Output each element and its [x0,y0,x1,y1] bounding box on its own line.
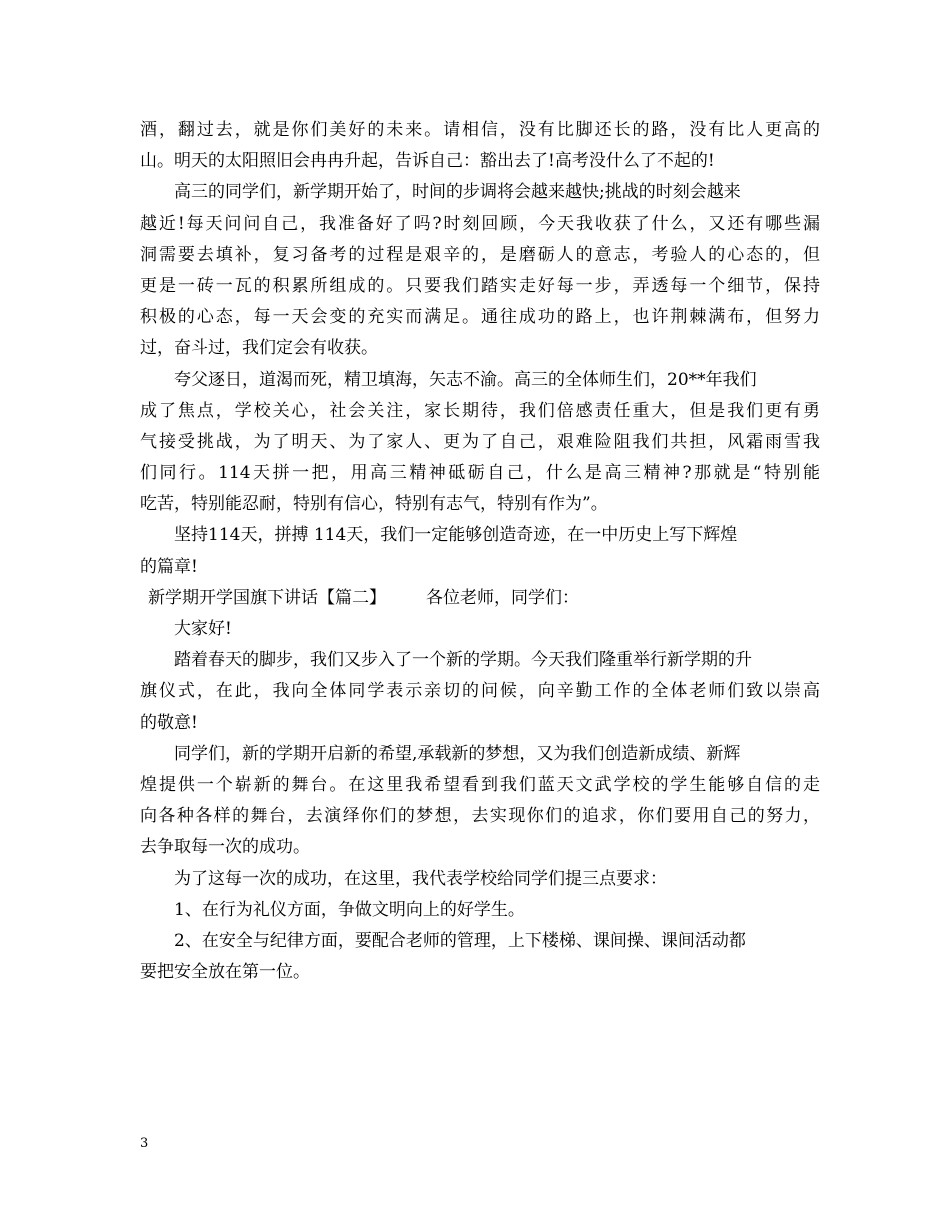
text-line: 洞需要去填补，复习备考的过程是艰辛的，是磨砺人的意志，考验人的心态的，但 [140,244,820,265]
paragraph-start-line: 踏着春天的脚步，我们又步入了一个新的学期。今天我们隆重举行新学期的升 [174,650,752,671]
text-line: 积极的心态，每一天会变的充实而满足。通往成功的路上，也许荆棘满布，但努力 [140,307,820,328]
text-line: 旗仪式，在此，我向全体同学表示亲切的问候，向辛勤工作的全体老师们致以崇高 [140,681,820,702]
document-body [140,115,820,988]
text-line: 去争取每一次的成功。 [140,837,310,858]
text-line: 成了焦点，学校关心，社会关注，家长期待，我们倍感责任重大，但是我们更有勇 [140,400,820,421]
text-line: 更是一砖一瓦的积累所组成的。只要我们踏实走好每一步，弄透每一个细节，保持 [140,275,820,296]
text-line: 要把安全放在第一位。 [140,962,310,983]
paragraph-start-line: 同学们，新的学期开启新的希望,承载新的梦想，又为我们创造新成绩、新辉 [174,743,741,764]
list-item-line: 2、在安全与纪律方面，要配合老师的管理，上下楼梯、课间操、课间活动都 [174,930,746,951]
salutation: 各位老师，同学们： [426,587,579,608]
text-line: 越近!每天问问自己，我准备好了吗?时刻回顾，今天我收获了什么，又还有哪些漏 [140,213,820,234]
text-line: 的篇章! [140,556,198,577]
section-heading: 新学期开学国旗下讲话【篇二】 [148,587,386,608]
text-line: 酒，翻过去，就是你们美好的未来。请相信，没有比脚还长的路，没有比人更高的 [140,120,820,140]
page-number: 3 [140,1136,149,1151]
text-line: 煌提供一个崭新的舞台。在这里我希望看到我们蓝天文武学校的学生能够自信的走 [140,774,820,795]
section-heading-line [140,583,820,614]
paragraph-start-line: 高三的同学们，新学期开始了，时间的步调将会越来越快;挑战的时刻会越来 [174,182,741,203]
text-line: 过，奋斗过，我们定会有收获。 [140,338,378,359]
paragraph-start-line: 夸父逐日，道渴而死，精卫填海，矢志不渝。高三的全体师生们，20**年我们 [174,369,757,390]
text-line: 吃苦，特别能忍耐，特别有信心，特别有志气，特别有作为”。 [140,494,608,515]
text-line: 山。明天的太阳照旧会冉冉升起，告诉自己：豁出去了!高考没什么了不起的! [140,151,715,172]
list-item-line: 1、在行为礼仪方面，争做文明向上的好学生。 [174,899,525,920]
text-line: 气接受挑战，为了明天、为了家人、更为了自己，艰难险阻我们共担，风霜雨雪我 [140,431,820,452]
text-line: 向各种各样的舞台，去演绎你们的梦想，去实现你们的追求，你们要用自己的努力， [140,806,820,827]
greeting-line: 大家好! [174,619,232,639]
text-line: 的敬意! [140,712,198,733]
paragraph-start-line: 坚持114天，拼搏 114天，我们一定能够创造奇迹，在一中历史上写下辉煌 [174,525,738,546]
paragraph-start-line: 为了这每一次的成功，在这里，我代表学校给同学们提三点要求： [174,868,667,889]
text-line: 们同行。114天拼一把，用高三精神砥砺自己，什么是高三精神?那就是“特别能 [140,463,820,484]
